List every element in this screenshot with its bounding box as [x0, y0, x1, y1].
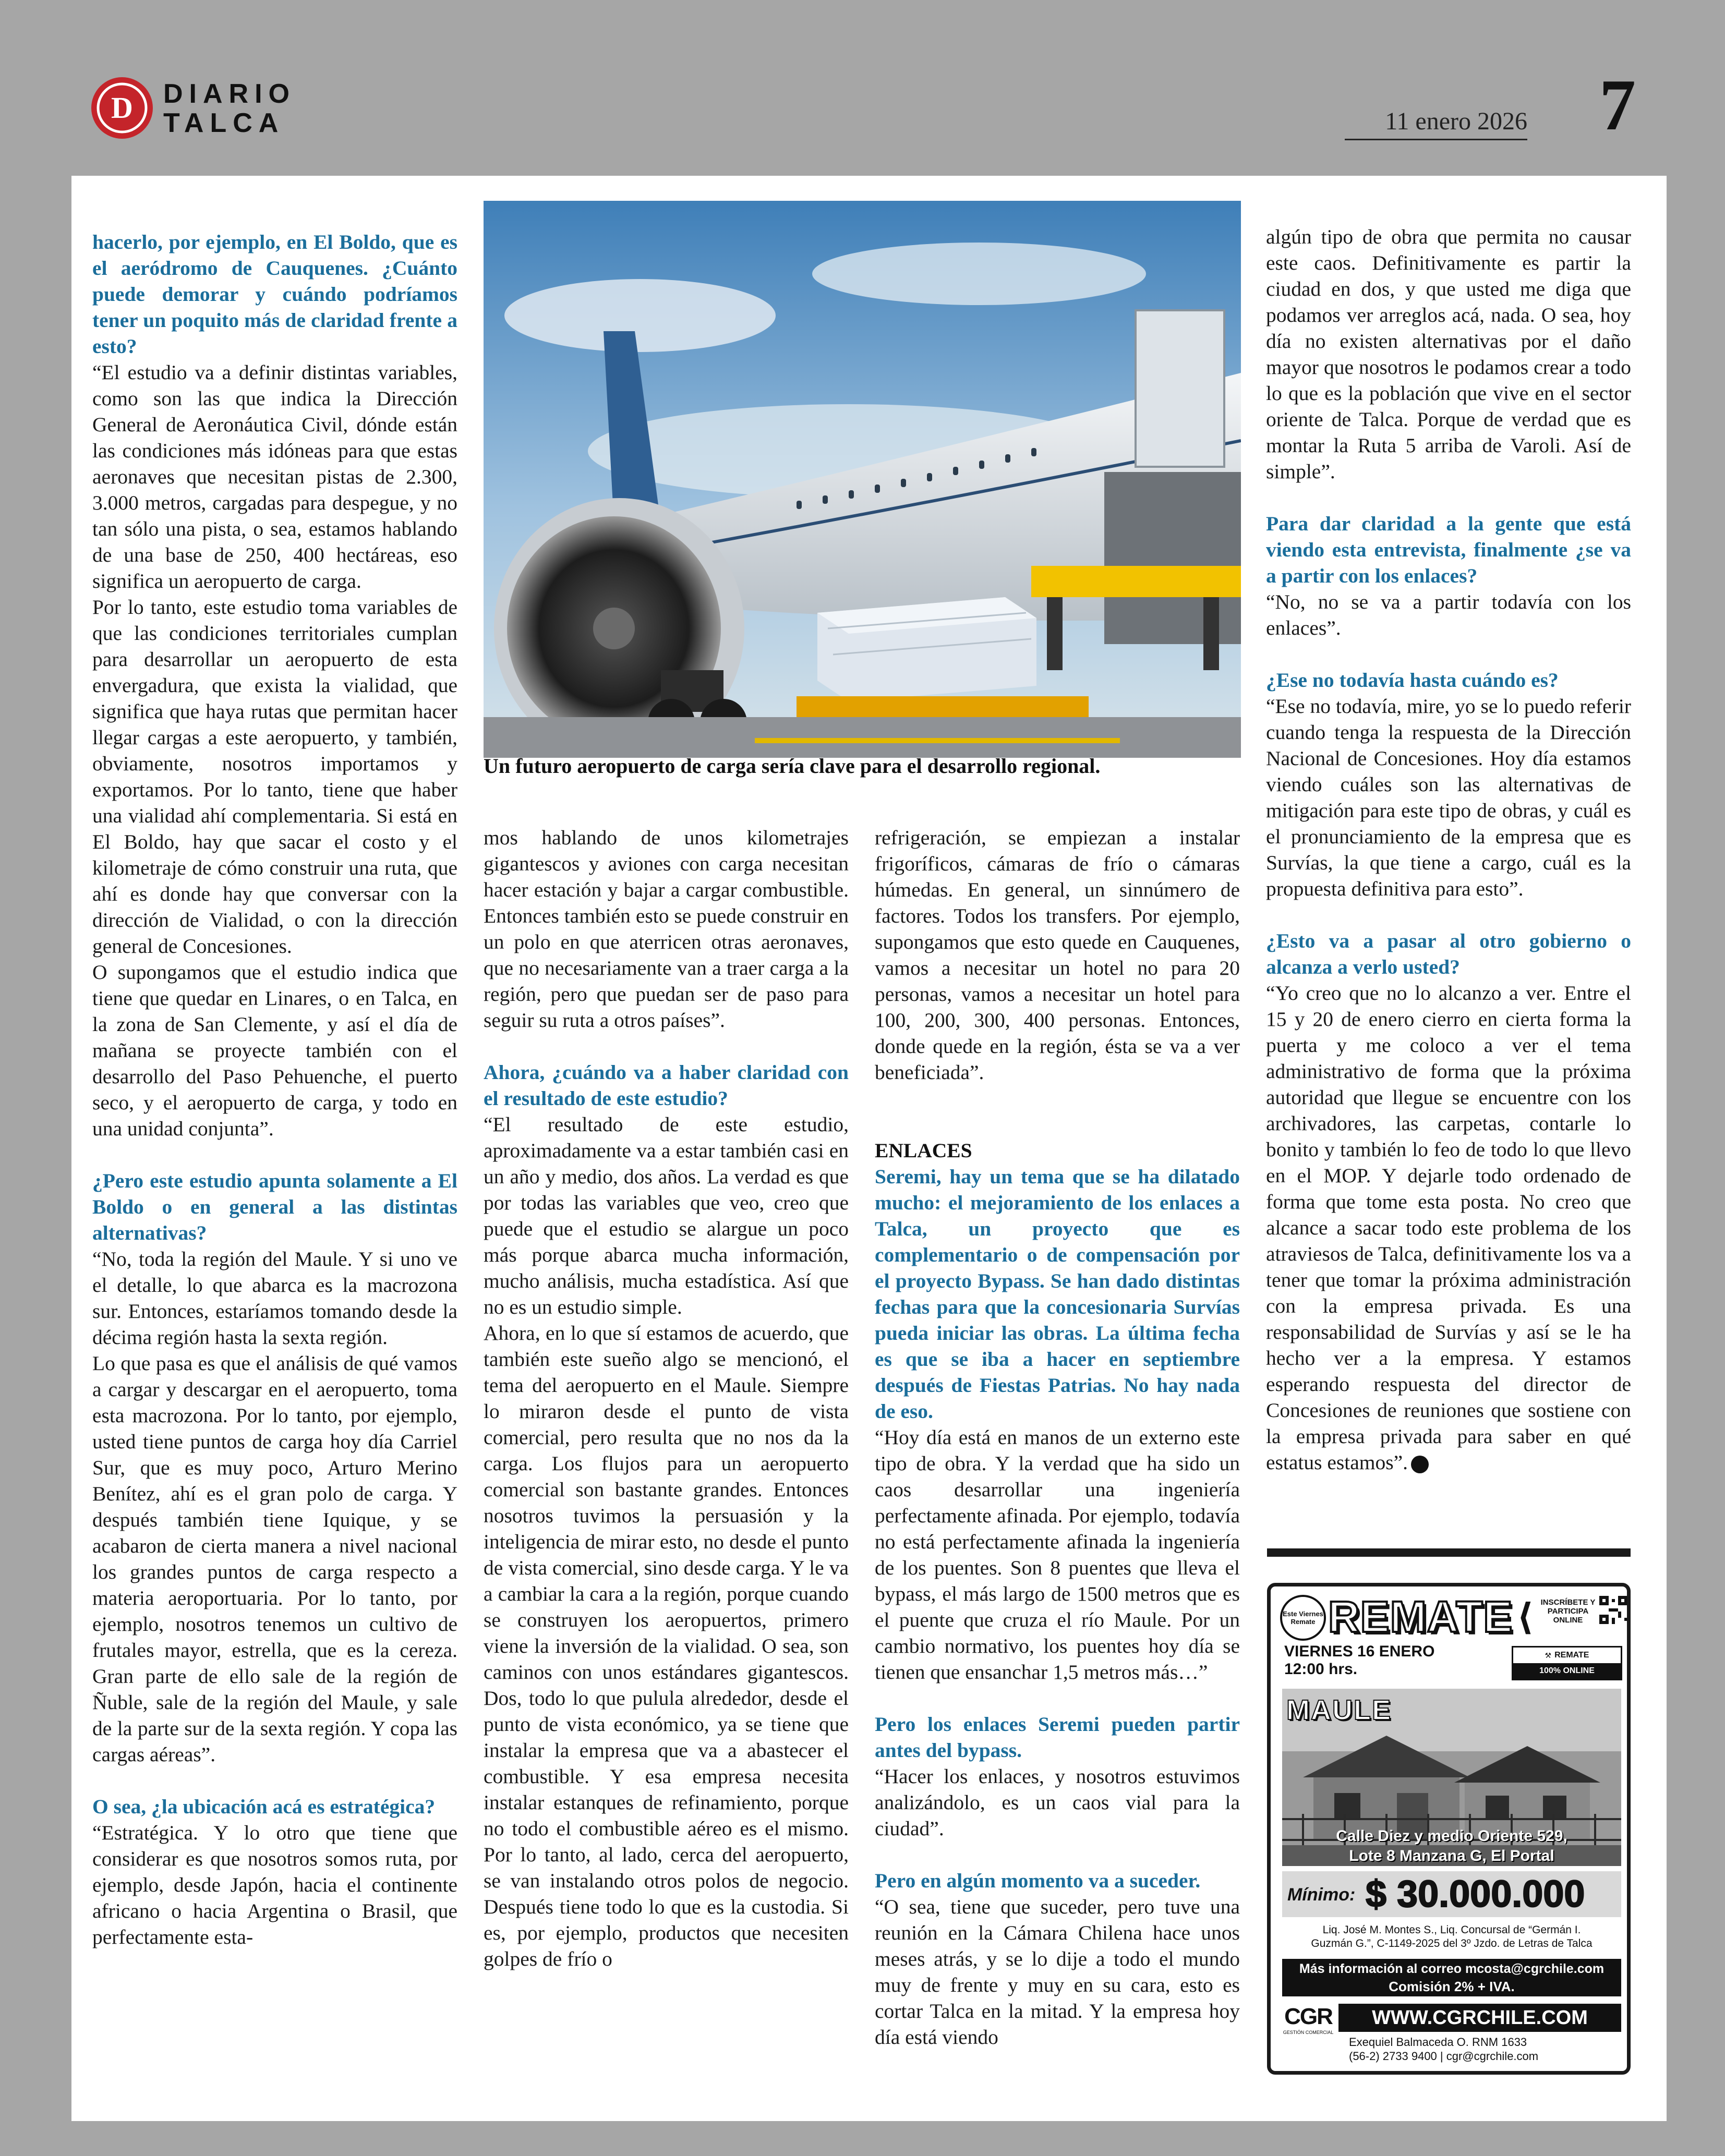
- answer-paragraph: “Ese no todavía, mire, yo se lo puedo referir cuando tenga la respuesta de la Dirección Nacional de Concesiones. Hoy día estamos viendo cuáles son las alternativas de mitigación para este tipo de obras, y cuál es el pronunciamiento de la empresa que es Survías, la que tiene a cargo, cuál es la propuesta definitiva para esto”.: [1266, 695, 1631, 900]
- address-line-1: Calle Diez y medio Oriente 529,: [1336, 1827, 1567, 1845]
- answer-paragraph: Por lo tanto, este estudio toma variables de que las condiciones territoriales cumplan para desarrollar un aeropuerto de esta envergadura, que exista la vialidad, que significa que haya rutas que permitan hacer llegar cargas a este aeropuerto, y también, obviamente, nosotros importamos y exportamos. Por lo tanto, tiene que haber una vialidad ahí complementaria. Si está en El Boldo, hay que sacar el costo y el kilometraje de cómo construir una ruta, que ahí es donde hay que conversar con la dirección de Vialidad, o con la dirección general de Concesiones.: [92, 596, 457, 958]
- question-heading: ¿Ese no todavía hasta cuándo es?: [1266, 669, 1559, 692]
- inscribete-label: INSCRÍBETE Y PARTICIPA ONLINE: [1540, 1598, 1596, 1625]
- article-column-4: [1266, 224, 1631, 1475]
- logo-emblem-icon: [91, 77, 153, 139]
- answer-paragraph: “El resultado de este estudio, aproximadamente va a estar también casi en un año y medio, dos años. La verdad es que por todas las variables que veo, creo que puede que el estudio se alargue un poco más porque abarca mucha información, mucho análisis, mucha estadística. Así que no es un estudio simple.: [484, 1113, 849, 1318]
- cgr-logo-mark: CGR: [1284, 2004, 1332, 2029]
- minimum-price-box: [1282, 1871, 1621, 1917]
- answer-paragraph: [1266, 980, 1631, 1475]
- cargo-airplane-photo: [484, 201, 1241, 758]
- property-address: [1282, 1826, 1621, 1868]
- liquidator-info: [1282, 1923, 1621, 1951]
- diario-talca-logo[interactable]: [91, 77, 296, 145]
- bracket-icon: ⟨: [1517, 1596, 1534, 1637]
- remate-title: REMATE: [1328, 1592, 1513, 1641]
- answer-paragraph: mos hablando de unos kilometrajes gigantescos y aviones con carga necesitan hacer estación y bajar a cargar combustible. Entonces también esto se puede construir en un polo en que aterricen otras aeronaves, que no necesariamente van a traer carga a la región, pero que puedan ser de paso para seguir su ruta a otros países”.: [484, 826, 849, 1032]
- website-link[interactable]: WWW.CGRCHILE.COM: [1338, 2004, 1621, 2032]
- logo-line-2: TALCA: [163, 108, 285, 138]
- answer-paragraph: Ahora, en lo que sí estamos de acuerdo, que también este sueño algo se mencionó, el tema del aeropuerto en el Maule. Siempre lo miraron desde el punto de vista comercial, pero resulta que no nos da la carga. Los flujos para un aeropuerto comercial son bastante grandes. Entonces nosotros tuvimos la persuasión y la inteligencia de mirar esto, no desde el punto de vista comercial, sino desde carga. Y le va a cambiar la cara a la región, porque cuando se construyen los aeropuertos, primero viene la inversión de la vialidad. O sea, son caminos con unos estándares gigantescos. Dos, todo lo que pulula alrededor, desde el punto de vista económico, ya se tiene que instalar la empresa que va a abastecer el combustible. Y esa empresa necesita instalar estanques de refinamiento, porque no todo el combustible aéreo es el mismo. Por lo tanto, al lado, cerca del aeropuerto, se van instalando otros polos de negocio. Después tiene todo lo que es la custodia. Si es, por ejemplo, productos que necesiten golpes de frío o: [484, 1322, 849, 1970]
- more-info-box[interactable]: [1282, 1959, 1621, 1996]
- question-heading: ¿Esto va a pasar al otro gobierno o alcanza a verlo usted?: [1266, 929, 1631, 978]
- question-heading: ¿Pero este estudio apunta solamente a El Boldo o en general a las distintas alternativas?: [92, 1169, 457, 1244]
- qr-code-icon[interactable]: [1599, 1596, 1627, 1624]
- answer-paragraph: algún tipo de obra que permita no causar este caos. Definitivamente es partir la ciudad en dos, y que usted me diga que podamos ver arreglos acá, nada. O sea, hoy día no existen alternativas por el daño mayor que nosotros le podamos crear a todo lo que es la población que vive en el sector oriente de Talca. Porque de verdad que es montar la Ruta 5 arriba de Varoli. Así de simple”.: [1266, 225, 1631, 483]
- final-answer-text: “Yo creo que no lo alcanzo a ver. Entre el 15 y 20 de enero cierro en cierta forma la puerta y me coloco a ver el tema administrativo de forma que la próxima autoridad que llegue se encuentre con los archivadores, las carpetas, contarle lo bonito y también lo feo de todo lo que llevo en el MOP. Y dejarle todo ordenado de forma que tome esta posta. No creo que alcance a sacar todo este problema de los atraviesos de Talca, definitivamente los va a tener que tomar la próxima administración con la empresa privada. Es una responsabilidad de Survías y así se le ha hecho ver a la empresa. Y estamos esperando respuesta del director de Concesiones de reuniones que sostiene con la empresa privada para saber en qué estatus estamos”.: [1266, 982, 1631, 1474]
- contact-info: [1349, 2035, 1620, 2063]
- auction-time: 12:00 hrs.: [1284, 1661, 1358, 1678]
- question-heading: O sea, ¿la ubicación acá es estratégica?: [92, 1795, 436, 1818]
- end-of-article-icon: [1411, 1456, 1429, 1473]
- article-column-1: [92, 229, 457, 1950]
- auction-date: [1284, 1643, 1434, 1678]
- section-heading: ENLACES: [875, 1139, 972, 1162]
- ad-divider: [1267, 1548, 1631, 1557]
- liquidator-line-2: Guzmán G.”, C-1149-2025 del 3º Jzdo. de Letras de Talca: [1311, 1937, 1593, 1949]
- minimum-label: Mínimo:: [1287, 1885, 1356, 1905]
- answer-paragraph: refrigeración, se empiezan a instalar frigoríficos, cámaras de frío o cámaras húmedas. En general, un sinnúmero de factores. Todos los transfers. Por ejemplo, supongamos que esto quede en Cauquenes, vamos a necesitar un hotel no para 20 personas, vamos a necesitar un hotel para 100, 200, 300, 400 personas. Entonces, donde quede en la región, ésta se va a ver beneficiada”.: [875, 826, 1240, 1084]
- contact-line-1: Exequiel Balmaceda O. RNM 1633: [1349, 2036, 1527, 2049]
- question-heading: Pero los enlaces Seremi pueden partir antes del bypass.: [875, 1713, 1240, 1762]
- issue-date: 11 enero 2026: [1345, 107, 1527, 140]
- question-heading: Para dar claridad a la gente que está viendo esta entrevista, finalmente ¿se va a partir con los enlaces?: [1266, 512, 1631, 587]
- answer-paragraph: “No, no se va a partir todavía con los enlaces”.: [1266, 590, 1631, 639]
- cgr-logo[interactable]: [1282, 2004, 1334, 2061]
- hammer-icon: ⚒: [1545, 1651, 1552, 1660]
- address-line-2: Lote 8 Manzana G, El Portal: [1349, 1847, 1554, 1864]
- online-bottom-label: 100% ONLINE: [1513, 1663, 1621, 1679]
- commission: Comisión 2% + IVA.: [1389, 1979, 1515, 1994]
- masthead: [0, 0, 1725, 175]
- minimum-price: $ 30.000.000: [1366, 1873, 1585, 1915]
- logo-wordmark: [163, 79, 296, 138]
- liquidator-line-1: Liq. José M. Montes S., Liq. Concursal de “Germán I.: [1322, 1924, 1581, 1936]
- question-heading: Ahora, ¿cuándo va a haber claridad con el resultado de este estudio?: [484, 1061, 849, 1110]
- cgr-logo-sub: GESTIÓN COMERCIAL: [1283, 2030, 1334, 2035]
- remate-advertisement[interactable]: [1267, 1583, 1631, 2075]
- article-column-2: [484, 825, 849, 1972]
- question-heading: Seremi, hay un tema que se ha dilatado mucho: el mejoramiento de los enlaces a Talca, un proyecto que es complementario o de compensación por el proyecto Bypass. Se han dado distintas fechas para que la concesionaria Survías pueda iniciar las obras. La última fecha es que se iba a hacer en septiembre después de Fiestas Patrias. No hay nada de eso.: [875, 1165, 1240, 1423]
- location-label: MAULE: [1286, 1694, 1392, 1726]
- question-heading: Pero en algún momento va a suceder.: [875, 1869, 1201, 1892]
- answer-paragraph: “Hoy día está en manos de un externo este tipo de obra. Y la verdad que ha sido un caos desarrollar una ingeniería perfectamente afinada. Por ejemplo, todavía no está perfectamente afinada la ingeniería de los puentes. Son 8 puentes que lleva el bypass, el más largo de 1500 metros que es el puente que cruza el río Maule. Por un cambio normativo, los puentes hoy día se tienen que ensanchar 1,5 metros más…”: [875, 1426, 1240, 1683]
- article-column-3: [875, 825, 1240, 2050]
- online-badge: [1512, 1646, 1622, 1680]
- answer-paragraph: “No, toda la región del Maule. Y si uno ve el detalle, lo que abarca es la macrozona sur. Entonces, estaríamos tomando desde la décima región hasta la sexta región.: [92, 1247, 457, 1349]
- info-email[interactable]: Más información al correo mcosta@cgrchile.com: [1299, 1961, 1605, 1976]
- page-number: 7: [1599, 65, 1636, 146]
- answer-paragraph: “O sea, tiene que suceder, pero tuve una reunión en la Cámara Chilena hace unos meses atrás, y se lo dije a todo el mundo muy de frente y muy en su cara, esto es cortar Talca en la mitad. Y la empresa hoy día está viendo: [875, 1895, 1240, 2049]
- answer-paragraph: “El estudio va a definir distintas variables, como son las que indica la Dirección General de Aeronáutica Civil, dónde están las condiciones más idóneas para que estas aeronaves que necesitan pistas de 2.300, 3.000 metros, cargadas para despegue, y no tan sólo una pista, o sea, estamos hablando de una base de 250, 400 hectáreas, eso significa un aeropuerto de carga.: [92, 361, 457, 592]
- answer-paragraph: O supongamos que el estudio indica que tiene que quedar en Linares, o en Talca, en la zona de San Clemente, y así el día de mañana se proyecte también con el desarrollo del Paso Pehuenche, el puerto seco, y el aeropuerto de carga, y todo en una unidad conjunta”.: [92, 961, 457, 1140]
- este-viernes-badge: Este Viernes Remate: [1280, 1595, 1326, 1641]
- logo-line-1: DIARIO: [163, 79, 296, 109]
- photo-caption: Un futuro aeropuerto de carga sería clave para el desarrollo regional.: [484, 754, 1101, 778]
- auction-day: VIERNES 16 ENERO: [1284, 1643, 1435, 1660]
- online-top-label: REMATE: [1554, 1651, 1589, 1660]
- answer-paragraph: “Hacer los enlaces, y nosotros estuvimos analizándolo, es un caos vial para la ciudad”.: [875, 1765, 1240, 1840]
- answer-paragraph: “Estratégica. Y lo otro que tiene que considerar es que nosotros somos ruta, por ejemplo, desde Japón, hacia el continente africano o hacia Argentina o Brasil, que perfectamente esta-: [92, 1821, 457, 1948]
- contact-line-2[interactable]: (56-2) 2733 9400 | cgr@cgrchile.com: [1349, 2050, 1539, 2063]
- logo-letter: D: [111, 91, 133, 125]
- answer-paragraph: Lo que pasa es que el análisis de qué vamos a cargar y descargar en el aeropuerto, toma esta macrozona. Por lo tanto, por ejemplo, usted tiene puntos de carga hoy día Carriel Sur, que es muy poco, Arturo Merino Benítez, ahí es el gran polo de carga. Y después también tiene Iquique, y se acabaron de cierta manera a nivel nacional los grandes puntos de carga respecto a materia aeroportuaria. Por lo tanto, por ejemplo, nosotros tenemos un cultivo de frutales mayor, estrella, que es la cereza. Gran parte de ello sale de la región de Ñuble, sale de la región del Maule, y sale de la parte sur de la sexta región. Y copa las cargas aéreas”.: [92, 1352, 457, 1766]
- question-heading: hacerlo, por ejemplo, en El Boldo, que es el aeródromo de Cauquenes. ¿Cuánto puede demorar y cuándo podríamos tener un poquito más de claridad frente a esto?: [92, 231, 457, 358]
